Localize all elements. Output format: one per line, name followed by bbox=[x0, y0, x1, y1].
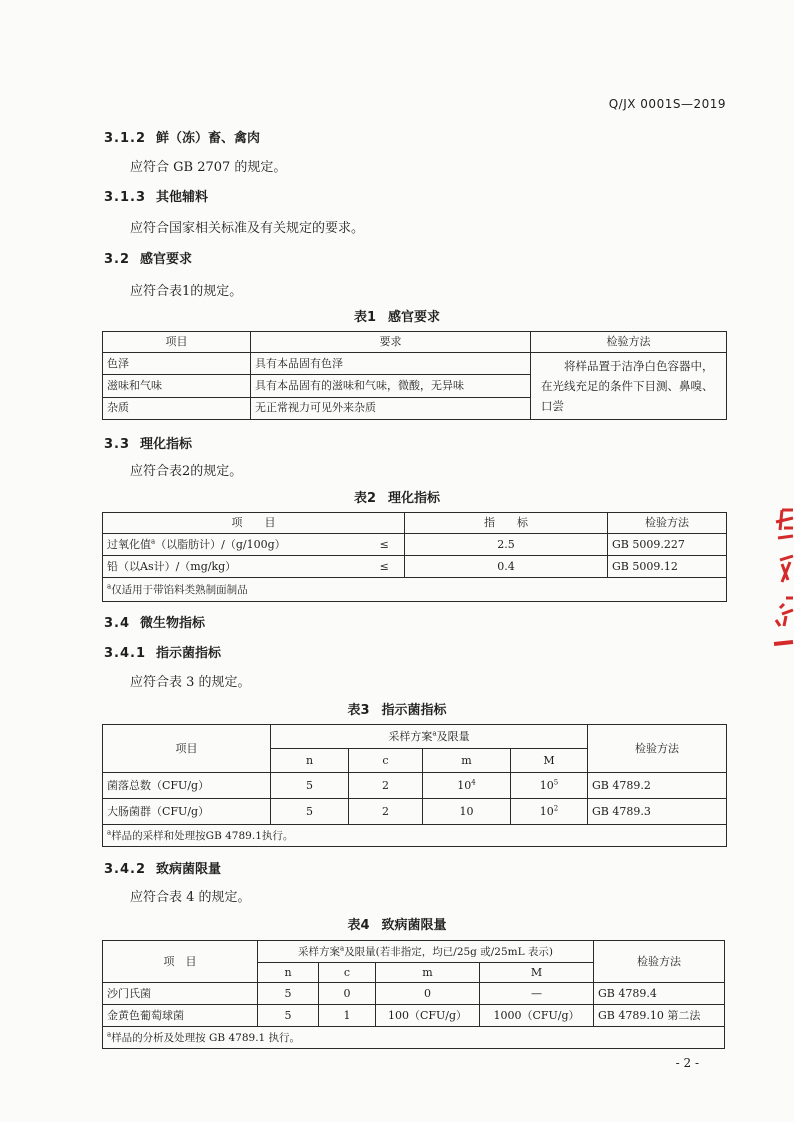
table-cell: 1 bbox=[319, 1005, 376, 1027]
table1-caption bbox=[0, 306, 794, 325]
section-3-1-3-text: 应符合国家相关标准及有关规定的要求。 bbox=[130, 221, 365, 236]
section-3-1-2-text: 应符合 GB 2707 的规定。 bbox=[130, 160, 287, 175]
caption-number: 表3 bbox=[347, 703, 370, 718]
caption-number: 表4 bbox=[347, 918, 370, 933]
method-cell: GB 4789.10 第二法 bbox=[594, 1005, 725, 1027]
table-cell: 2 bbox=[349, 773, 423, 799]
subheader-cell: n bbox=[271, 749, 349, 773]
operator-cell: ≤ bbox=[365, 534, 405, 556]
section-3-4-1-text: 应符合表 3 的规定。 bbox=[130, 675, 251, 690]
value-exponent: 5 bbox=[553, 777, 559, 786]
value-base: 10 bbox=[459, 804, 474, 818]
method-cell: GB 4789.3 bbox=[588, 799, 727, 825]
footnote-mark: a bbox=[340, 944, 345, 952]
table4-pathogen-limits bbox=[102, 940, 725, 1049]
red-seal-fragment-icon bbox=[762, 498, 794, 648]
table2-physicochemical bbox=[102, 512, 727, 602]
table-header-cell: 检验方法 bbox=[588, 725, 727, 773]
table-cell: 5 bbox=[258, 1005, 319, 1027]
table-header-cell: 项目 bbox=[103, 725, 271, 773]
section-3-3-heading bbox=[104, 433, 192, 452]
section-title: 鲜（冻）畜、禽肉 bbox=[156, 131, 261, 146]
subheader-cell: n bbox=[258, 963, 319, 983]
header-text: 及限量(若非指定，均已/25g 或/25mL 表示) bbox=[344, 945, 554, 958]
table-header-cell: 项目 bbox=[103, 332, 251, 353]
table-cell: 无正常视力可见外来杂质 bbox=[251, 397, 531, 419]
table-cell: 5 bbox=[271, 799, 349, 825]
method-cell: GB 5009.227 bbox=[608, 534, 727, 556]
caption-title: 感官要求 bbox=[388, 310, 441, 325]
section-number: 3.4.2 bbox=[104, 862, 147, 877]
section-3-4-2-text: 应符合表 4 的规定。 bbox=[130, 890, 251, 905]
section-number: 3.1.2 bbox=[104, 131, 147, 146]
section-title: 指示菌指标 bbox=[156, 646, 222, 661]
table-cell: 金黄色葡萄球菌 bbox=[103, 1005, 258, 1027]
footnote-mark: a bbox=[432, 728, 437, 737]
table-cell: 滋味和气味 bbox=[103, 375, 251, 397]
header-text: 及限量 bbox=[436, 729, 470, 743]
method-cell: 将样品置于洁净白色容器中，在光线充足的条件下目测、鼻嗅、口尝 bbox=[531, 353, 727, 420]
header-text: 采样方案 bbox=[298, 945, 340, 958]
section-number: 3.1.3 bbox=[104, 190, 147, 205]
caption-number: 表2 bbox=[353, 491, 377, 506]
method-cell: GB 4789.4 bbox=[594, 983, 725, 1005]
table-header-cell: 检验方法 bbox=[594, 941, 725, 983]
table-row bbox=[103, 353, 727, 375]
section-number: 3.2 bbox=[104, 252, 131, 267]
table3-caption bbox=[0, 699, 794, 718]
section-title: 其他辅料 bbox=[156, 190, 209, 205]
value-base: 10 bbox=[539, 778, 554, 792]
section-3-2-text: 应符合表1的规定。 bbox=[130, 284, 243, 299]
table2-caption bbox=[0, 487, 794, 506]
section-title: 理化指标 bbox=[140, 437, 193, 452]
footnote-mark: a bbox=[107, 582, 112, 590]
value-base: 10 bbox=[457, 778, 472, 792]
table-row bbox=[103, 983, 725, 1005]
subheader-cell: M bbox=[480, 963, 594, 983]
document-id: Q/JX 0001S—2019 bbox=[608, 97, 726, 111]
value-exponent: 2 bbox=[553, 803, 559, 812]
table-cell: 杂质 bbox=[103, 397, 251, 419]
caption-title: 理化指标 bbox=[388, 491, 441, 506]
table-cell: 沙门氏菌 bbox=[103, 983, 258, 1005]
table-cell bbox=[511, 773, 588, 799]
table-cell: 大肠菌群（CFU/g） bbox=[103, 799, 271, 825]
footnote-mark: a bbox=[107, 1030, 112, 1038]
section-3-1-3-heading bbox=[104, 186, 208, 205]
table-header-cell: 项 目 bbox=[103, 941, 258, 983]
section-3-4-2-heading bbox=[104, 858, 221, 877]
value-base: 10 bbox=[539, 804, 554, 818]
footnote-mark: a bbox=[107, 828, 112, 836]
table4-caption bbox=[0, 914, 794, 933]
item-label-rest: （以脂肪计）/（g/100g） bbox=[155, 537, 286, 551]
table-cell bbox=[103, 534, 365, 556]
table-cell: 具有本品固有色泽 bbox=[251, 353, 531, 375]
table-cell: 100（CFU/g） bbox=[376, 1005, 480, 1027]
table-header-cell: 指 标 bbox=[405, 513, 608, 534]
value-exponent: 4 bbox=[471, 777, 476, 786]
table3-indicator-bacteria bbox=[102, 724, 727, 847]
table-cell: 0 bbox=[376, 983, 480, 1005]
table-cell: 色泽 bbox=[103, 353, 251, 375]
table-row bbox=[103, 773, 727, 799]
table-cell: 5 bbox=[271, 773, 349, 799]
table-header-cell bbox=[271, 725, 588, 749]
section-3-2-heading bbox=[104, 248, 192, 267]
section-number: 3.4 bbox=[104, 616, 131, 631]
subheader-cell: M bbox=[511, 749, 588, 773]
header-text: 采样方案 bbox=[388, 729, 433, 743]
table-header-cell bbox=[258, 941, 594, 963]
caption-number: 表1 bbox=[353, 310, 377, 325]
section-title: 感官要求 bbox=[140, 252, 193, 267]
table-header-cell: 项 目 bbox=[103, 513, 405, 534]
footnote-text: 样品的采样和处理按GB 4789.1执行。 bbox=[111, 829, 294, 842]
table-footnote bbox=[103, 1027, 725, 1049]
table-cell bbox=[423, 773, 511, 799]
table-cell: 1000（CFU/g） bbox=[480, 1005, 594, 1027]
section-3-1-2-heading bbox=[104, 127, 260, 146]
section-number: 3.3 bbox=[104, 437, 131, 452]
operator-cell: ≤ bbox=[365, 556, 405, 578]
table-row bbox=[103, 556, 727, 578]
table-row bbox=[103, 1005, 725, 1027]
caption-title: 指示菌指标 bbox=[381, 703, 447, 718]
table-cell: 5 bbox=[258, 983, 319, 1005]
section-title: 致病菌限量 bbox=[156, 862, 222, 877]
table-footnote bbox=[103, 578, 727, 602]
table-row bbox=[103, 799, 727, 825]
table-footnote bbox=[103, 825, 727, 847]
table-header-cell: 检验方法 bbox=[608, 513, 727, 534]
table-header-cell: 要求 bbox=[251, 332, 531, 353]
table-row bbox=[103, 534, 727, 556]
caption-title: 致病菌限量 bbox=[381, 918, 447, 933]
section-3-4-1-heading bbox=[104, 642, 221, 661]
subheader-cell: m bbox=[376, 963, 480, 983]
table-header-cell: 检验方法 bbox=[531, 332, 727, 353]
table1-sensory bbox=[102, 331, 727, 420]
footnote-text: 仅适用于带馅料类熟制面制品 bbox=[111, 583, 248, 596]
footnote-mark: a bbox=[151, 536, 156, 545]
footnote-text: 样品的分析及处理按 GB 4789.1 执行。 bbox=[111, 1031, 301, 1044]
table-cell: 菌落总数（CFU/g） bbox=[103, 773, 271, 799]
section-3-4-heading bbox=[104, 612, 205, 631]
value-cell: 0.4 bbox=[405, 556, 608, 578]
method-cell: GB 4789.2 bbox=[588, 773, 727, 799]
subheader-cell: c bbox=[319, 963, 376, 983]
page-number: - 2 - bbox=[675, 1056, 699, 1070]
subheader-cell: m bbox=[423, 749, 511, 773]
section-3-3-text: 应符合表2的规定。 bbox=[130, 464, 243, 479]
item-label: 过氧化值 bbox=[107, 537, 151, 551]
section-number: 3.4.1 bbox=[104, 646, 147, 661]
table-cell: 铅（以As计）/（mg/kg） bbox=[103, 556, 365, 578]
section-title: 微生物指标 bbox=[140, 616, 206, 631]
table-cell: — bbox=[480, 983, 594, 1005]
subheader-cell: c bbox=[349, 749, 423, 773]
table-cell bbox=[511, 799, 588, 825]
method-cell: GB 5009.12 bbox=[608, 556, 727, 578]
value-cell: 2.5 bbox=[405, 534, 608, 556]
table-cell: 0 bbox=[319, 983, 376, 1005]
table-cell: 2 bbox=[349, 799, 423, 825]
table-cell: 具有本品固有的滋味和气味，微酸，无异味 bbox=[251, 375, 531, 397]
table-cell bbox=[423, 799, 511, 825]
